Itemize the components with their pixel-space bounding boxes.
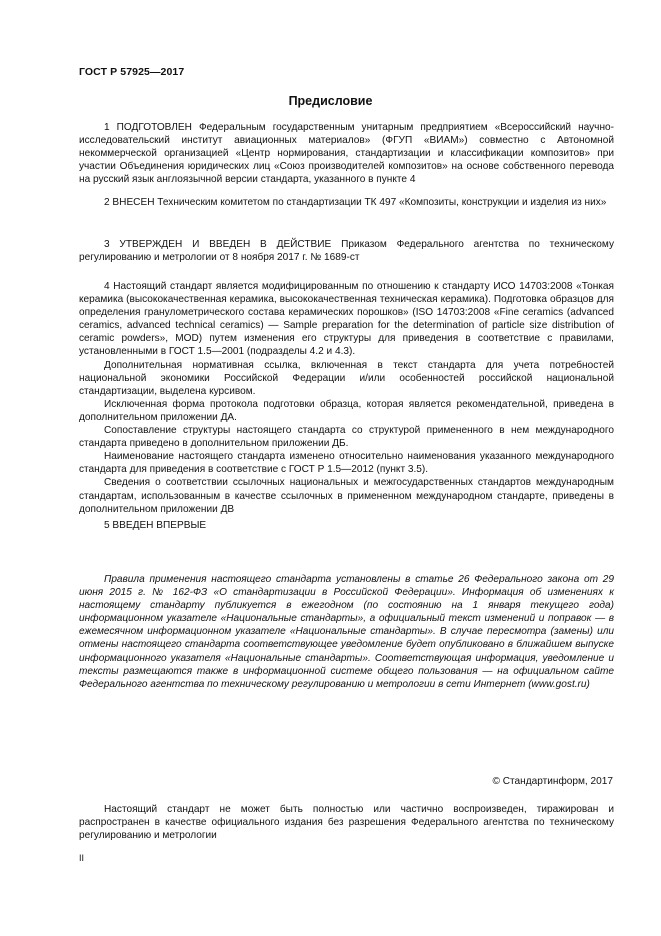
section-5-text: 5 ВВЕДЕН ВПЕРВЫЕ: [104, 520, 207, 531]
section-1-text: 1 ПОДГОТОВЛЕН Федеральным государственным унитарным предприятием «Всероссийский научно-исследовательский институт авиационных материалов» (ФГУП «ВИАМ») совместно с Автономной некоммерческой организацией «Центр нормирования, стандартизации и классификации композитов» при участии Объединения юридических лиц «Союз производителей композитов» на основе собственного перевода на русский язык англоязычной версии стандарта, указанного в пункте 4: [79, 122, 614, 186]
reproduction-notice-text: Настоящий стандарт не может быть полностью или частично воспроизведен, тиражирован и распространен в качестве официального издания без разрешения Федерального агентства по техническому регулированию и метрологии: [79, 804, 614, 842]
copyright-line: © Стандартинформ, 2017: [492, 776, 613, 787]
page-title: Предисловие: [288, 94, 373, 108]
standards-notice-text: Правила применения настоящего стандарта установлены в статье 26 Федерального закона от 29 июня 2015 г. № 162-ФЗ «О стандартизации в Российской Федерации». Информация об изменениях к настоящему стандарту публикуется в ежегодном (по состоянию на 1 января текущего года) информационном указателе «Национальные стандарты», а официальный текст изменений и поправок — в ежемесячном информационном указателе «Национальные стандарты». В случае пересмотра (замены) или отмены настоящего стандарта соответствующее уведомление будет опубликовано в ближайшем выпуске информационного указателя «Национальные стандарты». Соответствующая информация, уведомление и тексты размещаются также в информационной системе общего пользования — на официальном сайте Федерального агентства по техническому регулированию и метрологии в сети Интернет (www.gost.ru): [79, 574, 614, 690]
section-2: [79, 196, 614, 209]
page-number: II: [79, 853, 85, 863]
section-5: [79, 519, 614, 532]
section-4-paragraph: Сопоставление структуры настоящего стандарта со структурой примененного в нем международного стандарта приведено в дополнительном приложении ДБ.: [79, 425, 614, 450]
standards-notice: [79, 573, 614, 691]
reproduction-notice: [79, 803, 614, 842]
section-3-text: 3 УТВЕРЖДЕН И ВВЕДЕН В ДЕЙСТВИЕ Приказом Федерального агентства по техническому регулированию и метрологии от 8 ноября 2017 г. № 1689-ст: [79, 239, 614, 264]
section-4-paragraph: Сведения о соответствии ссылочных национальных и межгосударственных стандартов международным стандартам, использованным в качестве ссылочных в примененном международном стандарте, приведены в дополнительном приложении ДВ: [79, 477, 614, 515]
section-4-paragraph: 4 Настоящий стандарт является модифицированным по отношению к стандарту ИСО 14703:2008 «Тонкая керамика (высококачественная керамика, высококачественная техническая керамика). Подготовка образцов для определения гранулометрического состава керамических порошков» (ISO 14703:2008 «Fine ceramics (advanced ceramics, advanced technical ceramics) — Sample preparation for the determination of particle size distribution of ceramic powders», MOD) путем изменения его структуры для приведения в соответствие с правилами, установленными в ГОСТ 1.5—2001 (подразделы 4.2 и 4.3).: [79, 281, 614, 358]
section-1: [79, 121, 614, 186]
section-4-paragraph: Наименование настоящего стандарта изменено относительно наименования указанного международного стандарта для приведения в соответствие с ГОСТ Р 1.5—2012 (пункт 3.5).: [79, 451, 614, 476]
document-code: ГОСТ Р 57925—2017: [79, 66, 185, 78]
section-4-paragraph: Дополнительная нормативная ссылка, включенная в текст стандарта для учета потребностей национальной экономики Российской Федерации и/или особенностей российской национальной стандартизации, выделена курсивом.: [79, 359, 614, 397]
section-4: [79, 280, 614, 516]
section-3: [79, 238, 614, 264]
section-4-paragraph: Исключенная форма протокола подготовки образца, которая является рекомендательной, приведена в дополнительном приложении ДА.: [79, 398, 614, 423]
section-2-text: 2 ВНЕСЕН Техническим комитетом по стандартизации ТК 497 «Композиты, конструкции и изделия из них»: [104, 197, 607, 208]
